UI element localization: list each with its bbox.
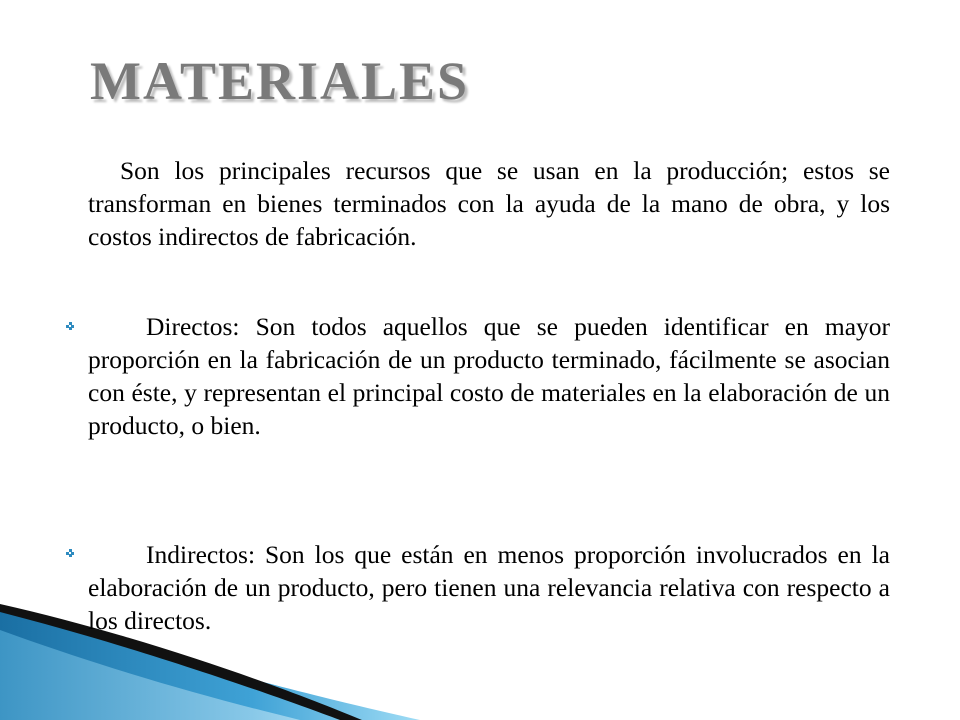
diamond-bullet-icon [66, 322, 74, 330]
intro-paragraph: Son los principales recursos que se usan en la producción; estos se transforman en bienes terminados con la ayuda de la mano de obra, y los costos indirectos de fabricación. [88, 156, 890, 251]
slide-title: MATERIALES [90, 51, 470, 111]
diamond-bullet-icon [66, 549, 74, 557]
bullet-item-directos [88, 310, 890, 442]
bullet-text: Indirectos: Son los que están en menos proporción involucrados en la elaboración de un producto, pero tienen una relevancia relativa con respecto a los directos. [88, 540, 890, 635]
bullet-text: Directos: Son todos aquellos que se pueden identificar en mayor proporción en la fabricación de un producto terminado, fácilmente se asocian con éste, y representan el principal costo de materiales en la elaboración de un producto, o bien. [88, 312, 890, 440]
bullet-item-indirectos [88, 538, 890, 637]
